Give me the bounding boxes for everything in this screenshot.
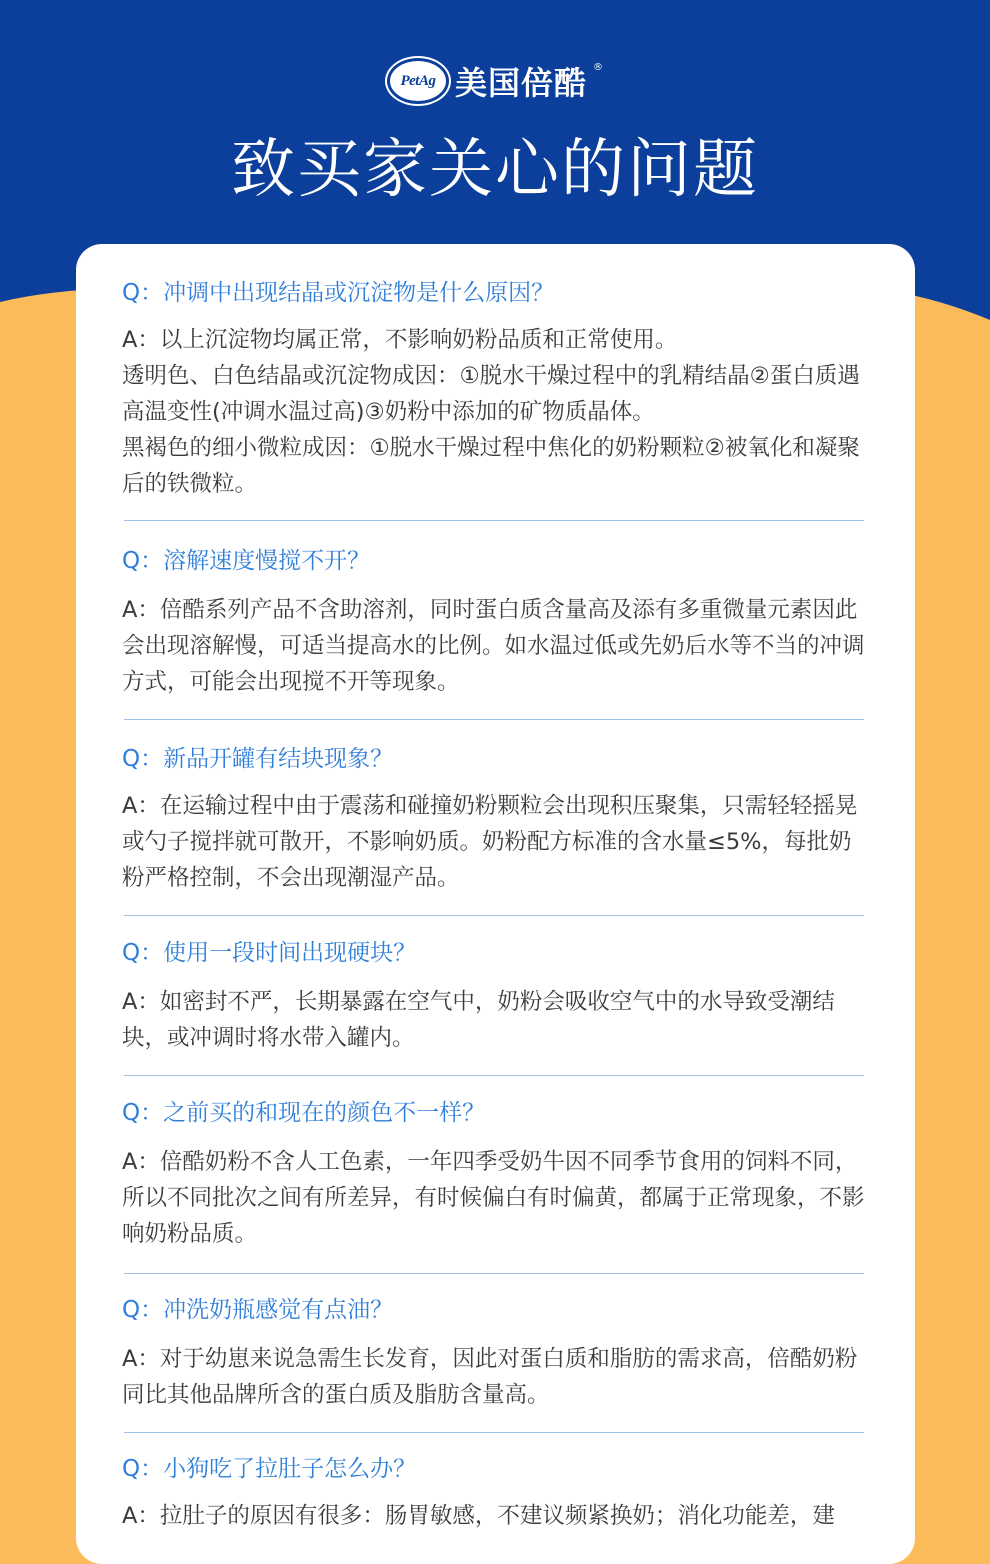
faq-question: Q：之前买的和现在的颜色不一样？: [122, 1100, 486, 1126]
faq-item: [122, 544, 870, 700]
divider: [124, 915, 864, 916]
header: [0, 0, 990, 240]
petag-logo-badge: PetAg: [387, 58, 449, 104]
registered-mark: ®: [593, 62, 603, 73]
faq-question: Q：使用一段时间出现硬块？: [122, 940, 417, 966]
faq-answer: [122, 592, 870, 700]
faq-answer-paragraph: A：在运输过程中由于震荡和碰撞奶粉颗粒会出现积压聚集，只需轻轻摇晃或勺子搅拌就可散开，不影响奶质。奶粉配方标准的含水量≤5%，每批奶粉严格控制，不会出现潮湿产品。: [122, 793, 858, 891]
faq-answer-paragraph: 黑褐色的细小微粒成因：①脱水干燥过程中焦化的奶粉颗粒②被氧化和凝聚后的铁微粒。: [122, 435, 860, 497]
faq-item: [122, 1452, 870, 1534]
faq-answer-paragraph: A：对于幼崽来说急需生长发育，因此对蛋白质和脂肪的需求高，倍酷奶粉同比其他品牌所含的蛋白质及脂肪含量高。: [122, 1346, 858, 1408]
faq-answer: [122, 322, 870, 502]
faq-item: [122, 1293, 870, 1413]
brand-logo: [0, 58, 990, 104]
faq-answer-paragraph: A：如密封不严，长期暴露在空气中，奶粉会吸收空气中的水导致受潮结块，或冲调时将水带入罐内。: [122, 989, 835, 1051]
brand-name: 美国倍酷: [454, 64, 587, 102]
faq-item: [122, 276, 870, 502]
faq-answer-paragraph: A：以上沉淀物均属正常，不影响奶粉品质和正常使用。: [122, 327, 678, 353]
faq-answer: [122, 788, 870, 896]
faq-question: Q：新品开罐有结块现象？: [122, 746, 394, 772]
faq-item: [122, 936, 870, 1056]
faq-card: [76, 244, 915, 1564]
faq-answer: [122, 984, 870, 1056]
divider: [124, 719, 864, 720]
faq-item: [122, 742, 870, 896]
faq-question: Q：溶解速度慢搅不开？: [122, 548, 371, 574]
divider: [124, 520, 864, 521]
faq-answer: [122, 1144, 870, 1252]
faq-question: Q：冲调中出现结晶或沉淀物是什么原因？: [122, 280, 555, 306]
faq-answer-paragraph: 透明色、白色结晶或沉淀物成因：①脱水干燥过程中的乳精结晶②蛋白质遇高温变性(冲调水温过高)③奶粉中添加的矿物质晶体。: [122, 363, 860, 425]
faq-question: Q：冲洗奶瓶感觉有点油？: [122, 1297, 394, 1323]
faq-answer-paragraph: A：拉肚子的原因有很多：肠胃敏感，不建议频紧换奶；消化功能差，建: [122, 1503, 835, 1529]
divider: [124, 1432, 864, 1433]
faq-answer-paragraph: A：倍酷系列产品不含助溶剂，同时蛋白质含量高及添有多重微量元素因此会出现溶解慢，可适当提高水的比例。如水温过低或先奶后水等不当的冲调方式，可能会出现搅不开等现象。: [122, 597, 865, 695]
faq-question: Q：小狗吃了拉肚子怎么办？: [122, 1456, 417, 1482]
page-title: 致买家关心的问题: [231, 133, 759, 207]
faq-item: [122, 1096, 870, 1252]
divider: [124, 1075, 864, 1076]
divider: [124, 1273, 864, 1274]
faq-answer-paragraph: A：倍酷奶粉不含人工色素，一年四季受奶牛因不同季节食用的饲料不同，所以不同批次之间有所差异，有时候偏白有时偏黄，都属于正常现象，不影响奶粉品质。: [122, 1149, 865, 1247]
faq-answer: [122, 1341, 870, 1413]
faq-answer: [122, 1498, 870, 1534]
